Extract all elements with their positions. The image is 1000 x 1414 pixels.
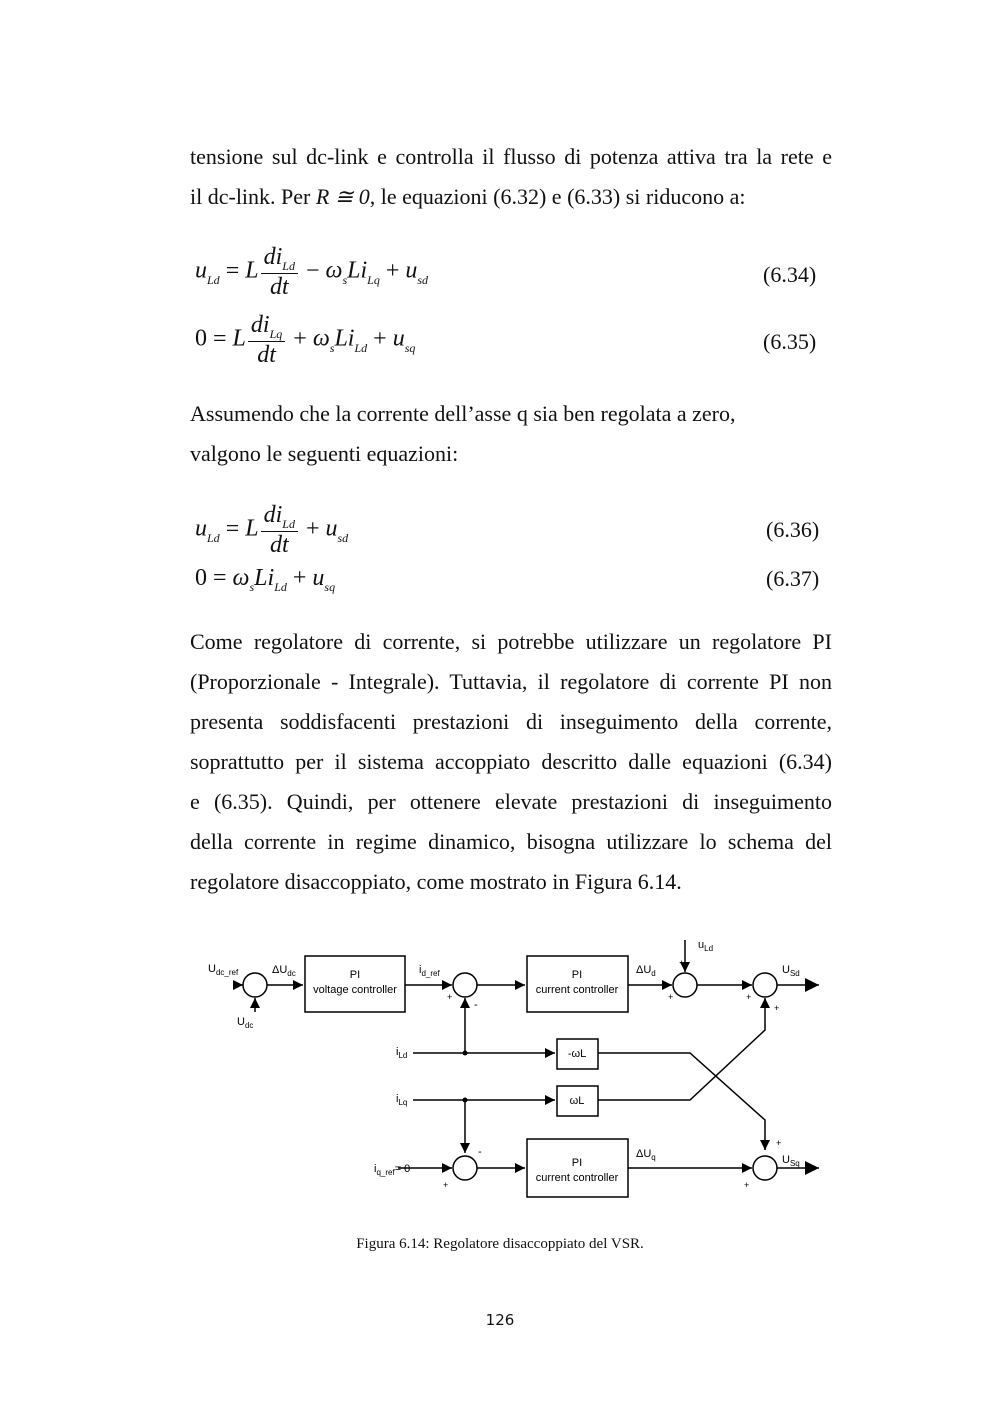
summing-junction-dc [243, 973, 267, 997]
svg-text:Udc_ref: $U_{dc\_ref}$ [208, 963, 239, 977]
current-controller-label: current controller [535, 984, 619, 996]
svg-text:Udc: $U_{dc}$ [237, 1016, 254, 1030]
current-controller-label: current controller [535, 1172, 619, 1184]
minus-omega-l-label: -ωL [567, 1048, 587, 1060]
math-inline: R ≅ 0 [315, 184, 370, 209]
text-line: (Proporzionale - Integrale). Tuttavia, il regolatore di corrente PI non [190, 669, 832, 694]
svg-text:+: + [774, 1003, 780, 1013]
svg-text:+: + [443, 1180, 449, 1190]
voltage-controller-label: voltage controller [313, 984, 397, 996]
text-line: presenta soddisfacenti prestazioni di inseguimento della corrente, [190, 709, 832, 734]
svg-text:+: + [744, 1180, 750, 1190]
summing-junction-usq [753, 1156, 777, 1180]
figure-caption: Figura 6.14: Regolatore disaccoppiato del VSR. [356, 1236, 644, 1252]
equation-number: (6.34) [763, 262, 817, 287]
pi-label: PI [349, 969, 361, 981]
summing-junction-usd [753, 973, 777, 997]
svg-text:uLd: $u_{Ld}$ [698, 939, 714, 953]
svg-text:-: - [474, 999, 478, 1011]
svg-text:-: - [478, 1146, 482, 1158]
summing-junction-iq [453, 1156, 477, 1180]
text-line: della corrente in regime dinamico, bisogna utilizzare lo schema del [190, 829, 832, 854]
equation-number: (6.37) [766, 566, 820, 591]
text-line: tensione sul dc-link e controlla il flusso di potenza attiva tra la rete e [190, 144, 832, 169]
text-line: e (6.35). Quindi, per ottenere elevate prestazioni di inseguimento [190, 789, 832, 814]
iq-ref-zero: = 0 [394, 1163, 411, 1175]
svg-text:id_ref: $i_{d\_ref}$ [419, 964, 440, 978]
equation-number: (6.35) [763, 329, 817, 354]
omega-l-label: ωL [569, 1095, 585, 1107]
cross-coupling-d-line [598, 1053, 765, 1150]
pi-label: PI [571, 969, 583, 981]
svg-text:ΔUd: $\Delta U_d$ [636, 964, 656, 978]
equation-6-35: 0 = L $\frac{di_{Lq}}{dt}$ + $\omega_sLi_{Ld} + u_{sq}$ [195, 312, 416, 368]
svg-text:+: + [679, 958, 685, 968]
svg-text:iLq: $i_{Lq}$ [396, 1093, 408, 1107]
text-line: il dc-link. Per R ≅ 0, le equazioni (6.32) e (6.33) si riducono a: [190, 184, 746, 209]
svg-text:ΔUq: $\Delta U_q$ [636, 1148, 656, 1162]
text-line: Come regolatore di corrente, si potrebbe utilizzare un regolatore PI [190, 629, 832, 654]
equation-6-37: $0 = \omega_sLi_{Ld} + u_{sq}$ [195, 565, 336, 594]
text-line: Assumendo che la corrente dell’asse q sia ben regolata a zero, [190, 401, 736, 426]
svg-text:iLd: $i_{Ld}$ [396, 1046, 408, 1060]
svg-text:+: + [746, 992, 752, 1002]
svg-text:ΔUdc: $\Delta U_{dc}$ [272, 964, 296, 978]
equation-number: (6.36) [766, 517, 820, 542]
svg-text:USq: $U_{Sq}$ [782, 1154, 800, 1168]
svg-text:+: + [776, 1138, 782, 1148]
pi-label: PI [571, 1157, 583, 1169]
equation-6-36: $u_{Ld} = L$ $\frac{di_{Ld}}{dt}$ + $u_{sd}$ [195, 502, 349, 558]
text-line: valgono le seguenti equazioni: [190, 441, 459, 466]
summing-junction-id [453, 973, 477, 997]
summing-junction-uld [673, 973, 697, 997]
page-number: 126 [485, 1311, 515, 1329]
equation-6-34: $u_{Ld} = L$ $\frac{di_{Ld}}{dt}$ − $\omega_sLi_{Lq} + u_{sd}$ [195, 244, 429, 300]
svg-text:iq_ref= 0: $i_{q\_ref}= 0$ [374, 1163, 411, 1177]
text-line: soprattutto per il sistema accoppiato descritto dalle equazioni (6.34) [190, 749, 832, 774]
cross-coupling-q-line [598, 1000, 765, 1100]
svg-text:+: + [447, 992, 453, 1002]
text-line: regolatore disaccoppiato, come mostrato in Figura 6.14. [190, 869, 682, 894]
svg-text:USd: $U_{Sd}$ [782, 964, 800, 978]
svg-text:+: + [668, 992, 674, 1002]
